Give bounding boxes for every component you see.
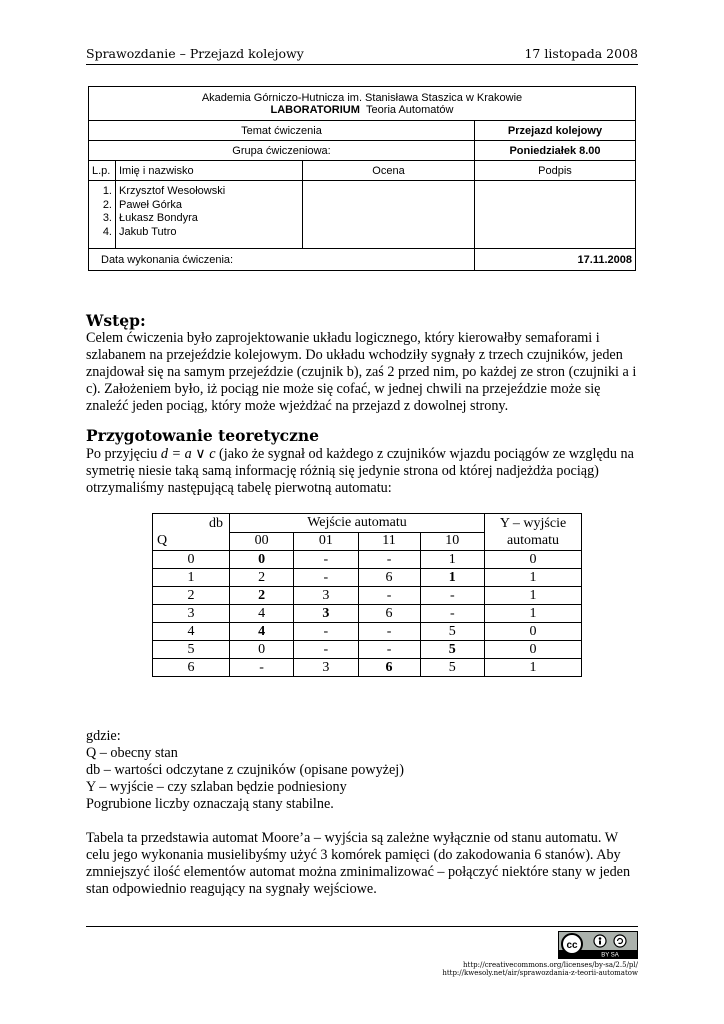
state-q: 2 (153, 587, 230, 605)
output-cell: 0 (485, 641, 582, 659)
university-name: Akademia Górniczo-Hutnicza im. Stanisława Staszica w Krakowie (201, 91, 523, 104)
legend (86, 728, 642, 813)
svg-text:cc: cc (566, 940, 578, 951)
output-header: Y – wyjście automatu (485, 514, 582, 551)
next-state-cell: - (358, 623, 420, 641)
col-lp: L.p. (89, 161, 116, 181)
output-cell: 0 (485, 551, 582, 569)
state-q: 6 (153, 659, 230, 677)
corner-bottom: Q (157, 533, 168, 548)
page-header (86, 46, 638, 65)
intro-heading: Wstęp: (86, 311, 146, 330)
next-state-cell: 6 (358, 569, 420, 587)
member-name: Paweł Górka (119, 198, 182, 211)
cc-license-badge (558, 931, 638, 959)
state-q: 4 (153, 623, 230, 641)
next-state-cell: 0 (230, 551, 294, 569)
next-state-cell: - (294, 569, 358, 587)
topic-value: Przejazd kolejowy (475, 121, 636, 141)
group-label: Grupa ćwiczeniowa: (89, 141, 475, 161)
university-cell (89, 87, 636, 121)
next-state-cell: 4 (230, 605, 294, 623)
next-state-cell: 5 (420, 641, 484, 659)
next-state-cell: 4 (230, 623, 294, 641)
next-state-cell: 5 (420, 623, 484, 641)
members-names (116, 181, 303, 249)
legend-line: Pogrubione liczby oznaczają stany stabilne. (86, 796, 334, 812)
state-row (153, 623, 582, 641)
topic-label: Temat ćwiczenia (89, 121, 475, 141)
next-state-cell: - (420, 605, 484, 623)
state-row (153, 587, 582, 605)
next-state-cell: 1 (420, 551, 484, 569)
next-state-cell: 6 (358, 605, 420, 623)
next-state-cell: 0 (230, 641, 294, 659)
next-state-cell: - (294, 641, 358, 659)
output-cell: 1 (485, 587, 582, 605)
state-q: 1 (153, 569, 230, 587)
corner-top: db (209, 516, 223, 531)
member-name: Jakub Tutro (119, 225, 177, 238)
next-state-cell: - (230, 659, 294, 677)
theory-heading: Przygotowanie teoretyczne (86, 426, 320, 445)
input-label: 00 (230, 532, 294, 551)
state-row (153, 605, 582, 623)
intro-text: Celem ćwiczenia było zaprojektowanie układu logicznego, który kierowałby semaforami i szlabanem na przejeździe kolejowym. Do układu wchodziły sygnały z trzech czujników, jeden znajdował się na samym przejeździe (czujnik b), zaś 2 przed nim, po każdej ze stron (czujniki a i c). Założeniem było, iż pociąg nie może się cofać, w jednej chwili na przejeździe może się znaleźć jeden pociąg, który może wjeżdżać na przejazd z dowolnej strony. (86, 330, 637, 414)
input-label: 01 (294, 532, 358, 551)
next-state-cell: - (358, 587, 420, 605)
header-title: Sprawozdanie – Przejazd kolejowy (86, 46, 304, 61)
output-cell: 1 (485, 605, 582, 623)
input-label: 10 (420, 532, 484, 551)
closing-text: Tabela ta przedstawia automat Moore’a – wyjścia są zależne wyłącznie od stanu automatu. W celu jego wykonania musielibyśmy użyć 3 komórek pamięci (do zakodowania 6 stanów). Aby zmniejszyć ilość elementów automat można zminimalizować – połączyć niektóre stany w jeden stan odpowiednio reagujący na sygnały wejściowe. (86, 830, 631, 897)
lab-info-table (88, 86, 636, 271)
footer-line (86, 926, 638, 927)
license-url[interactable]: http://creativecommons.org/licenses/by-sa/2.5/pl/ (463, 961, 638, 969)
input-header: Wejście automatu (230, 514, 485, 533)
member-name: Krzysztof Wesołowski (119, 185, 226, 197)
date-label: Data wykonania ćwiczenia: (89, 249, 475, 271)
next-state-cell: 1 (420, 569, 484, 587)
grade-cell (303, 181, 475, 249)
badge-text: BY SA (601, 952, 619, 958)
output-cell: 1 (485, 659, 582, 677)
next-state-cell: - (358, 551, 420, 569)
lab-label: LABORATORIUM (270, 103, 360, 116)
next-state-cell: 3 (294, 659, 358, 677)
members-numbers: 1. 2. 3. 4. (89, 181, 116, 249)
col-name: Imię i nazwisko (116, 161, 303, 181)
corner-cell (153, 514, 230, 551)
next-state-cell: 5 (420, 659, 484, 677)
formula: d = a ∨ c (160, 446, 216, 462)
next-state-cell: 3 (294, 605, 358, 623)
state-q: 3 (153, 605, 230, 623)
next-state-cell: - (294, 551, 358, 569)
signature-cell (475, 181, 636, 249)
document-url[interactable]: http://kwesoly.net/air/sprawozdania-z-teorii-automatow (442, 969, 638, 977)
state-row (153, 551, 582, 569)
legend-line: Y – wyjście – czy szlaban będzie podniesiony (86, 779, 347, 795)
legend-line: Q – obecny stan (86, 745, 178, 761)
next-state-cell: - (420, 587, 484, 605)
state-q: 0 (153, 551, 230, 569)
state-row (153, 641, 582, 659)
next-state-cell: - (358, 641, 420, 659)
output-cell: 0 (485, 623, 582, 641)
next-state-cell: 2 (230, 569, 294, 587)
legend-title: gdzie: (86, 728, 121, 744)
member-name: Łukasz Bondyra (119, 212, 198, 224)
next-state-cell: - (294, 623, 358, 641)
output-cell: 1 (485, 569, 582, 587)
col-grade: Ocena (303, 161, 475, 181)
theory-text: Po przyjęciu d = a ∨ c (jako że sygnał od każdego z czujników wjazdu pociągów ze względu na symetrię niesie taką samą informację różnią się jedynie strona od której nadjeżdża pociąg) otrzymaliśmy następującą tabelę pierwotną automatu: (86, 446, 634, 496)
state-q: 5 (153, 641, 230, 659)
state-table (152, 513, 582, 677)
next-state-cell: 6 (358, 659, 420, 677)
input-label: 11 (358, 532, 420, 551)
group-value: Poniedziałek 8.00 (475, 141, 636, 161)
date-value: 17.11.2008 (475, 249, 636, 271)
next-state-cell: 3 (294, 587, 358, 605)
col-sign: Podpis (475, 161, 636, 181)
next-state-cell: 2 (230, 587, 294, 605)
state-row (153, 659, 582, 677)
course-name: Teoria Automatów (366, 103, 454, 116)
header-date: 17 listopada 2008 (524, 46, 638, 61)
legend-line: db – wartości odczytane z czujników (opisane powyżej) (86, 762, 404, 778)
state-row (153, 569, 582, 587)
